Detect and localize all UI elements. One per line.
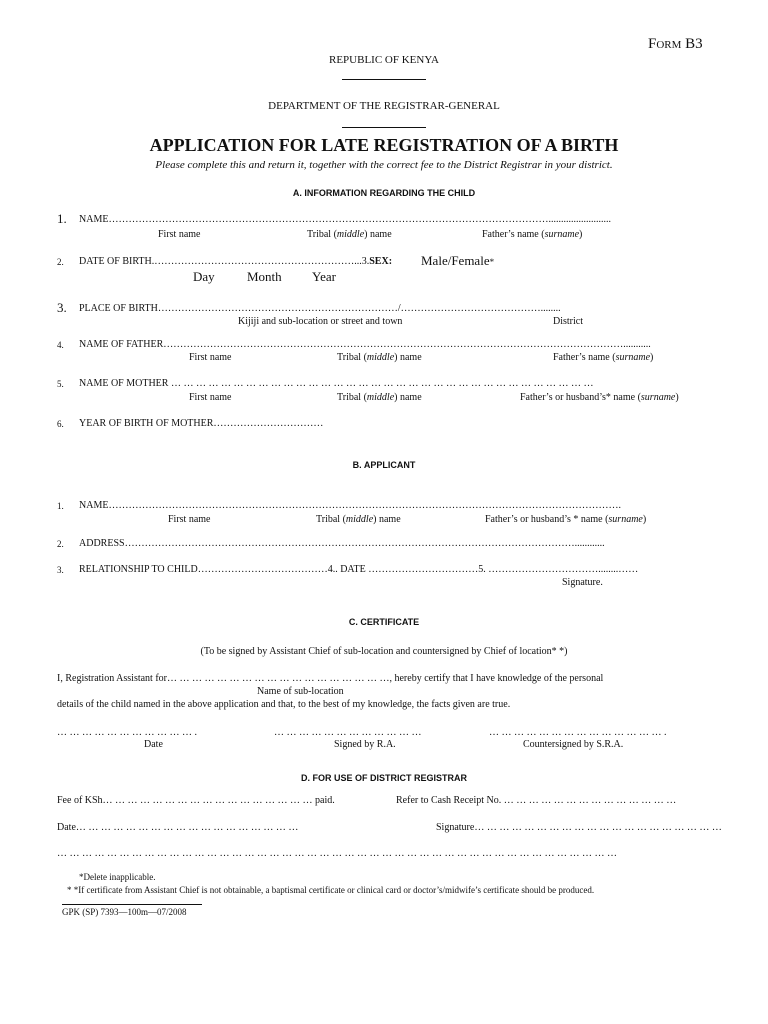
a4-number: 4. xyxy=(57,340,64,350)
section-c-heading: C. CERTIFICATE xyxy=(348,617,420,627)
footnote-certificate: * *If certificate from Assistant Chief is not obtainable, a baptismal certificate or clinical card or doctor’s/midwife’s certificate should be produced. xyxy=(67,885,595,895)
ra-sign-dots[interactable]: … … … … … … … … … … … … xyxy=(274,727,422,738)
section-a-heading: A. INFORMATION REGARDING THE CHILD xyxy=(292,188,476,198)
b2-number: 2. xyxy=(57,539,64,549)
b1-number: 1. xyxy=(57,501,64,511)
header-divider-1 xyxy=(342,79,426,80)
mother-name-field[interactable]: NAME OF MOTHER … … … … … … … … … … … … … … … … … … … … … … … … … … … … … … … … … … xyxy=(79,378,594,389)
a5-sub-father: Father’s or husband’s* name (surname) xyxy=(520,392,679,403)
section-c-note: (To be signed by Assistant Chief of sub-location and countersigned by Chief of location* *) xyxy=(200,646,568,657)
republic-heading: REPUBLIC OF KENYA xyxy=(328,54,439,66)
b1-sub-tribal: Tribal (middle) name xyxy=(316,514,401,525)
sex-field[interactable]: Male/Female* xyxy=(421,253,495,268)
footnote-delete: *Delete inapplicable. xyxy=(79,872,156,882)
form-code-rest: ORM xyxy=(656,39,682,51)
a1-sub-tribal: Tribal (middle) name xyxy=(307,229,392,240)
a4-sub-tribal: Tribal (middle) name xyxy=(337,352,422,363)
applicant-name-field[interactable]: NAME………………………………………………………………………………………………………………………………………. xyxy=(79,500,621,511)
form-code-prefix: F xyxy=(648,36,657,52)
date-sign-label: Date xyxy=(144,739,163,750)
father-name-field[interactable]: NAME OF FATHER…………………………………………………………………………………………………………………………........... xyxy=(79,339,651,350)
b3-number: 3. xyxy=(57,565,64,575)
place-of-birth-field[interactable]: PLACE OF BIRTH………………………………………………………………/……………………………………........ xyxy=(79,303,561,314)
sra-sign-dots[interactable]: … … … … … … … … … … … … … … . xyxy=(489,727,667,738)
date-of-birth-field[interactable]: DATE OF BIRTH.……………………………………………………...3.SEX: xyxy=(79,256,393,267)
date-sign-dots[interactable]: … … … … … … … … … … … . xyxy=(57,727,197,738)
a2-number: 2. xyxy=(57,257,64,267)
section-d-heading: D. FOR USE OF DISTRICT REGISTRAR xyxy=(300,773,467,783)
a5-sub-first: First name xyxy=(189,392,232,403)
instructions: Please complete this and return it, together with the correct fee to the District Registrar in your district. xyxy=(155,159,613,171)
gpk-code: GPK (SP) 7393—100m—07/2008 xyxy=(62,907,187,917)
a1-number: 1. xyxy=(57,211,67,226)
relationship-date-signature-field[interactable]: RELATIONSHIP TO CHILD…………………………………4.. DATE ……………………………5. ……………………………........…… xyxy=(79,564,639,575)
certify-line-2: details of the child named in the above application and that, to the best of my knowledge, the facts given are true. xyxy=(57,699,511,710)
footnote-divider xyxy=(62,904,202,905)
a4-sub-first: First name xyxy=(189,352,232,363)
ra-sign-label: Signed by R.A. xyxy=(334,739,396,750)
a3-sub-district: District xyxy=(553,316,583,327)
certify-line-1[interactable]: I, Registration Assistant for… … … … … … … … … … … … … … … … … …, hereby certify that I have knowledge of the personal xyxy=(57,673,604,684)
receipt-field[interactable]: Refer to Cash Receipt No. … … … … … … … … … … … … … … xyxy=(396,795,677,806)
page-title: APPLICATION FOR LATE REGISTRATION OF A BIRTH xyxy=(149,135,619,155)
a3-number: 3. xyxy=(57,300,67,315)
sra-sign-label: Countersigned by S.R.A. xyxy=(523,739,624,750)
form-code-num: B3 xyxy=(681,36,703,52)
a2-sub-month: Month xyxy=(247,269,282,284)
department-heading: DEPARTMENT OF THE REGISTRAR-GENERAL xyxy=(268,100,500,112)
sub-location-label: Name of sub-location xyxy=(257,686,344,697)
a5-number: 5. xyxy=(57,379,64,389)
a2-sub-day: Day xyxy=(193,269,215,284)
registrar-date-field[interactable]: Date… … … … … … … … … … … … … … … … … … xyxy=(57,822,299,833)
section-b-heading: B. APPLICANT xyxy=(352,460,416,470)
a6-number: 6. xyxy=(57,419,64,429)
b1-sub-father: Father’s or husband’s * name (surname) xyxy=(485,514,647,525)
b1-sub-first: First name xyxy=(168,514,211,525)
form-code xyxy=(648,36,703,53)
header-divider-2 xyxy=(342,127,426,128)
mother-birth-year-field[interactable]: YEAR OF BIRTH OF MOTHER…………………………… xyxy=(79,418,324,429)
registrar-notes-line[interactable]: … … … … … … … … … … … … … … … … … … … … … … … … … … … … … … … … … … … … … … … … … … … … … xyxy=(57,848,617,859)
applicant-address-field[interactable]: ADDRESS………………………………………………………………………………………………………………………............ xyxy=(79,538,605,549)
a3-sub-place: Kijiji and sub-location or street and town xyxy=(238,316,403,327)
registrar-signature-field[interactable]: Signature… … … … … … … … … … … … … … … … … … … … xyxy=(436,822,722,833)
a5-sub-tribal: Tribal (middle) name xyxy=(337,392,422,403)
a1-sub-first: First name xyxy=(158,229,201,240)
a1-sub-father: Father’s name (surname) xyxy=(482,229,583,240)
a2-sub-year: Year xyxy=(312,269,336,284)
b3-sub-signature: Signature. xyxy=(562,577,603,588)
child-name-field[interactable]: NAME……………………………………………………………………………………………………………………......................... xyxy=(79,214,611,225)
fee-field[interactable]: Fee of KSh… … … … … … … … … … … … … … … … … paid. xyxy=(57,795,335,806)
a4-sub-father: Father’s name (surname) xyxy=(553,352,654,363)
